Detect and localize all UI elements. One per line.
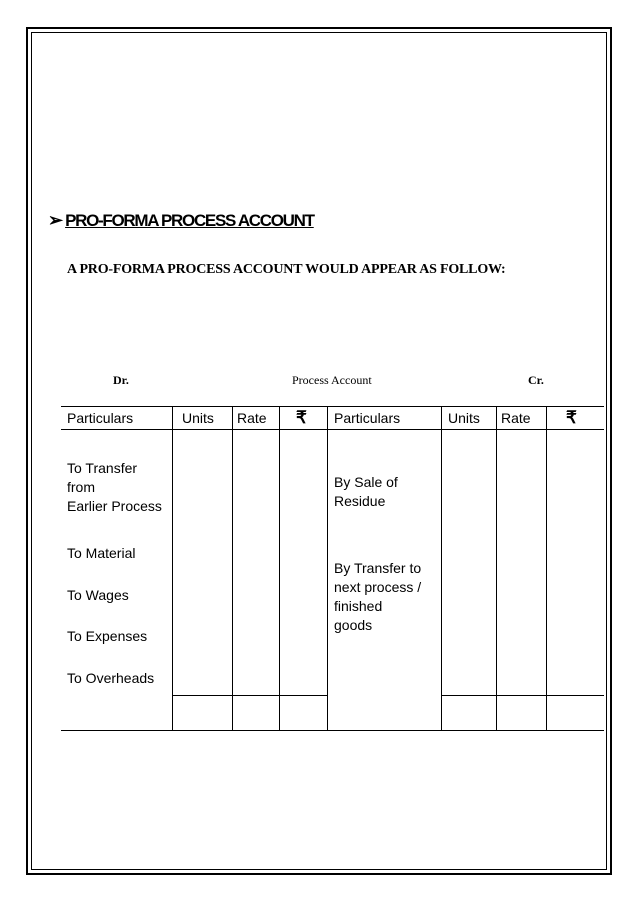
- debit-entry-material: To Material: [67, 545, 136, 561]
- header-amount-dr: ₹: [296, 408, 307, 427]
- debit-entry-overheads: To Overheads: [67, 670, 155, 686]
- page-border-inner: [31, 32, 607, 870]
- header-amount-cr: ₹: [566, 408, 577, 427]
- header-units-cr: Units: [448, 410, 480, 426]
- col-divider-4: [327, 406, 328, 731]
- header-rate-cr: Rate: [501, 410, 531, 426]
- table-top-border: [61, 406, 604, 407]
- header-bottom-border: [61, 429, 604, 430]
- header-particulars-cr: Particulars: [334, 410, 401, 426]
- credit-entry-transfer: By Transfer to next process / finished goods: [334, 560, 422, 633]
- col-divider-7: [546, 406, 547, 731]
- section-heading: [48, 210, 314, 231]
- table-bottom-border: [61, 730, 604, 731]
- col-divider-6: [496, 406, 497, 731]
- col-divider-5: [441, 406, 442, 731]
- arrow-bullet-icon: ➢: [48, 210, 64, 230]
- debit-entry-transfer: To Transfer from Earlier Process: [67, 460, 162, 514]
- header-rate-dr: Rate: [237, 410, 267, 426]
- col-divider-2: [232, 406, 233, 731]
- debit-entry-expenses: To Expenses: [67, 628, 148, 644]
- header-units-dr: Units: [182, 410, 214, 426]
- credit-label: Cr.: [528, 373, 544, 387]
- debit-entry-wages: To Wages: [67, 587, 129, 603]
- intro-text: A PRO-FORMA PROCESS ACCOUNT WOULD APPEAR AS FOLLOW:: [67, 262, 506, 277]
- total-row-top-right: [441, 695, 604, 696]
- credit-entry-residue: By Sale of Residue: [334, 474, 398, 509]
- total-row-top-left: [172, 695, 327, 696]
- col-divider-3: [279, 406, 280, 731]
- debit-label: Dr.: [113, 373, 129, 387]
- col-divider-1: [172, 406, 173, 731]
- header-particulars-dr: Particulars: [67, 410, 134, 426]
- section-title: PRO-FORMA PROCESS ACCOUNT: [65, 210, 314, 230]
- account-title: Process Account: [292, 373, 372, 387]
